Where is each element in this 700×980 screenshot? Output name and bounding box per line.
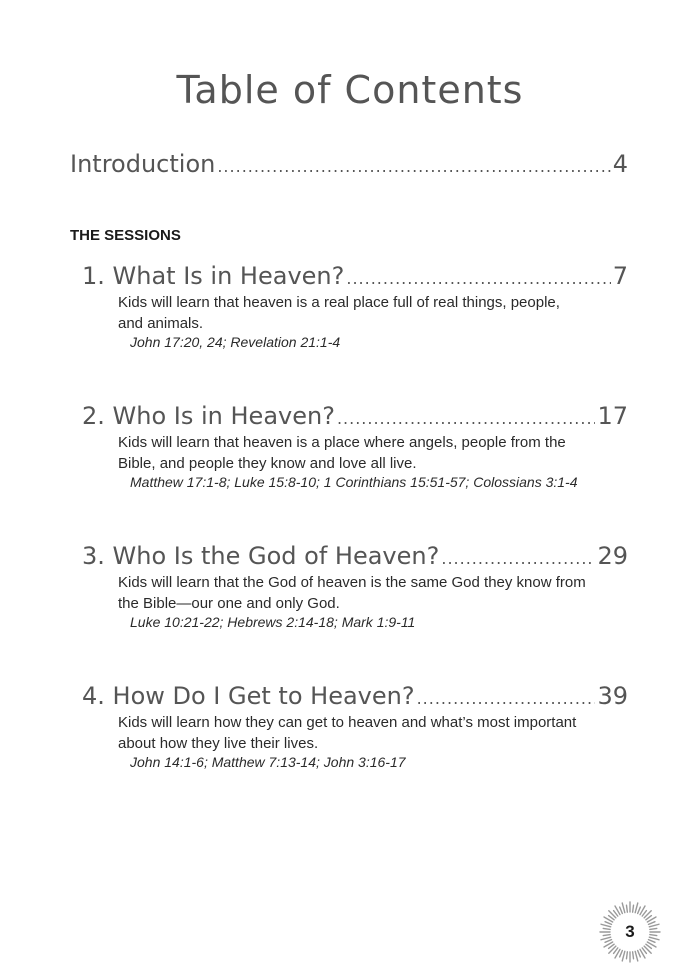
toc-entry-session-2[interactable]: [82, 402, 628, 430]
session-description: Kids will learn that heaven is a place where angels, people from the Bible, and people they know and love all live.: [118, 434, 566, 472]
session-description: Kids will learn how they can get to heaven and what’s most important about how they live their lives.: [118, 714, 577, 752]
dot-leader: [441, 549, 595, 568]
toc-entry-session-3[interactable]: [82, 542, 628, 570]
session-title: 3. Who Is the God of Heaven?: [82, 542, 440, 570]
dot-leader: [337, 409, 596, 428]
session-page: 17: [597, 402, 628, 430]
dot-leader: [217, 157, 610, 176]
session-references: Matthew 17:1-8; Luke 15:8-10; 1 Corinthians 15:51-57; Colossians 3:1-4: [130, 474, 578, 490]
session-references: John 14:1-6; Matthew 7:13-14; John 3:16-17: [130, 754, 406, 770]
page-number-badge: [598, 900, 662, 964]
session-references: Luke 10:21-22; Hebrews 2:14-18; Mark 1:9-11: [130, 614, 416, 630]
toc-entry-session-4[interactable]: [82, 682, 628, 710]
session-references: John 17:20, 24; Revelation 21:1-4: [130, 334, 341, 350]
toc-entry-page: 4: [612, 150, 628, 178]
session-title: 4. How Do I Get to Heaven?: [82, 682, 415, 710]
session-description: Kids will learn that the God of heaven is the same God they know from the Bible—our one and only God.: [118, 574, 586, 612]
dot-leader: [417, 689, 596, 708]
section-heading: THE SESSIONS: [70, 227, 181, 244]
session-page: 39: [597, 682, 628, 710]
page-number: 3: [625, 922, 635, 941]
session-page: 7: [612, 262, 628, 290]
toc-entry-label: Introduction: [70, 150, 216, 178]
session-title: 1. What Is in Heaven?: [82, 262, 345, 290]
session-description: Kids will learn that heaven is a real place full of real things, people, and animals.: [118, 294, 560, 332]
page-title: Table of Contents: [176, 68, 524, 112]
session-page: 29: [597, 542, 628, 570]
dot-leader: [346, 269, 610, 288]
session-title: 2. Who Is in Heaven?: [82, 402, 335, 430]
toc-entry-introduction[interactable]: [70, 150, 628, 178]
toc-entry-session-1[interactable]: [82, 262, 628, 290]
